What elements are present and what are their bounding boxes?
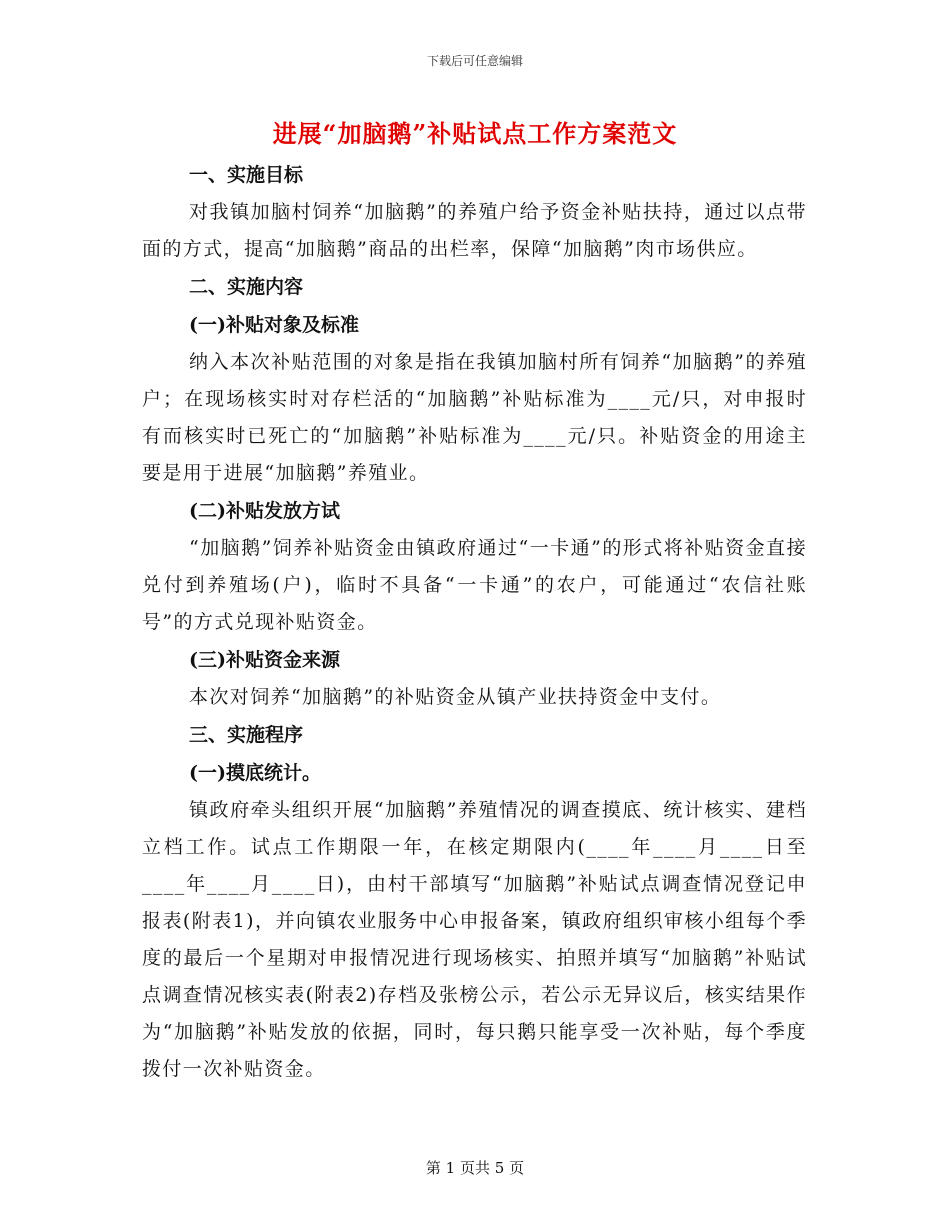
paragraph: “加脑鹅”饲养补贴资金由镇政府通过“一卡通”的形式将补贴资金直接兑付到养殖场(户)，临时不具备“一卡通”的农户，可能通过“农信社账号”的方式兑现补贴资金。 <box>142 537 807 633</box>
page-footer: 第 1 页共 5 页 <box>425 1159 525 1177</box>
paragraph: 本次对饲养“加脑鹅”的补贴资金从镇产业扶持资金中支付。 <box>189 686 722 708</box>
paragraph: 镇政府牵头组织开展“加脑鹅”养殖情况的调查摸底、统计核实、建档立档工作。试点工作期限一年，在核定期限内(____年____月____日至____年____月____日)，由村干部填写“加脑鹅”补贴试点调查情况登记申报表(附表1)，并向镇农业服务中心申报备案，镇政府组织审核小组每个季度的最后一个星期对申报情况进行现场核实、拍照并填写“加脑鹅”补贴试点调查情况核实表(附表2)存档及张榜公示，若公示无异议后，核实结果作为“加脑鹅”补贴发放的依据，同时，每只鹅只能享受一次补贴，每个季度拨付一次补贴资金。 <box>142 799 807 1080</box>
page-header: 下载后可任意编辑 <box>426 54 523 68</box>
section-heading-2: 二、实施内容 <box>189 276 304 298</box>
subsection-heading: (二)补贴发放方试 <box>189 500 340 522</box>
subsection-heading: (一)补贴对象及标准 <box>189 314 359 336</box>
subsection-heading: (三)补贴资金来源 <box>189 649 340 671</box>
section-heading-1: 一、实施目标 <box>189 164 304 186</box>
subsection-heading: (一)摸底统计。 <box>189 762 321 784</box>
paragraph: 对我镇加脑村饲养“加脑鹅”的养殖户给予资金补贴扶持，通过以点带面的方式，提高“加脑鹅”商品的出栏率，保障“加脑鹅”肉市场供应。 <box>142 201 807 260</box>
document-title: 进展“加脑鹅”补贴试点工作方案范文 <box>272 119 678 148</box>
paragraph: 纳入本次补贴范围的对象是指在我镇加脑村所有饲养“加脑鹅”的养殖户；在现场核实时对存栏活的“加脑鹅”补贴标准为____元/只，对申报时有而核实时已死亡的“加脑鹅”补贴标准为____元/只。补贴资金的用途主要是用于进展“加脑鹅”养殖业。 <box>142 351 807 484</box>
document-body <box>142 156 807 1088</box>
section-heading-3: 三、实施程序 <box>189 724 304 746</box>
